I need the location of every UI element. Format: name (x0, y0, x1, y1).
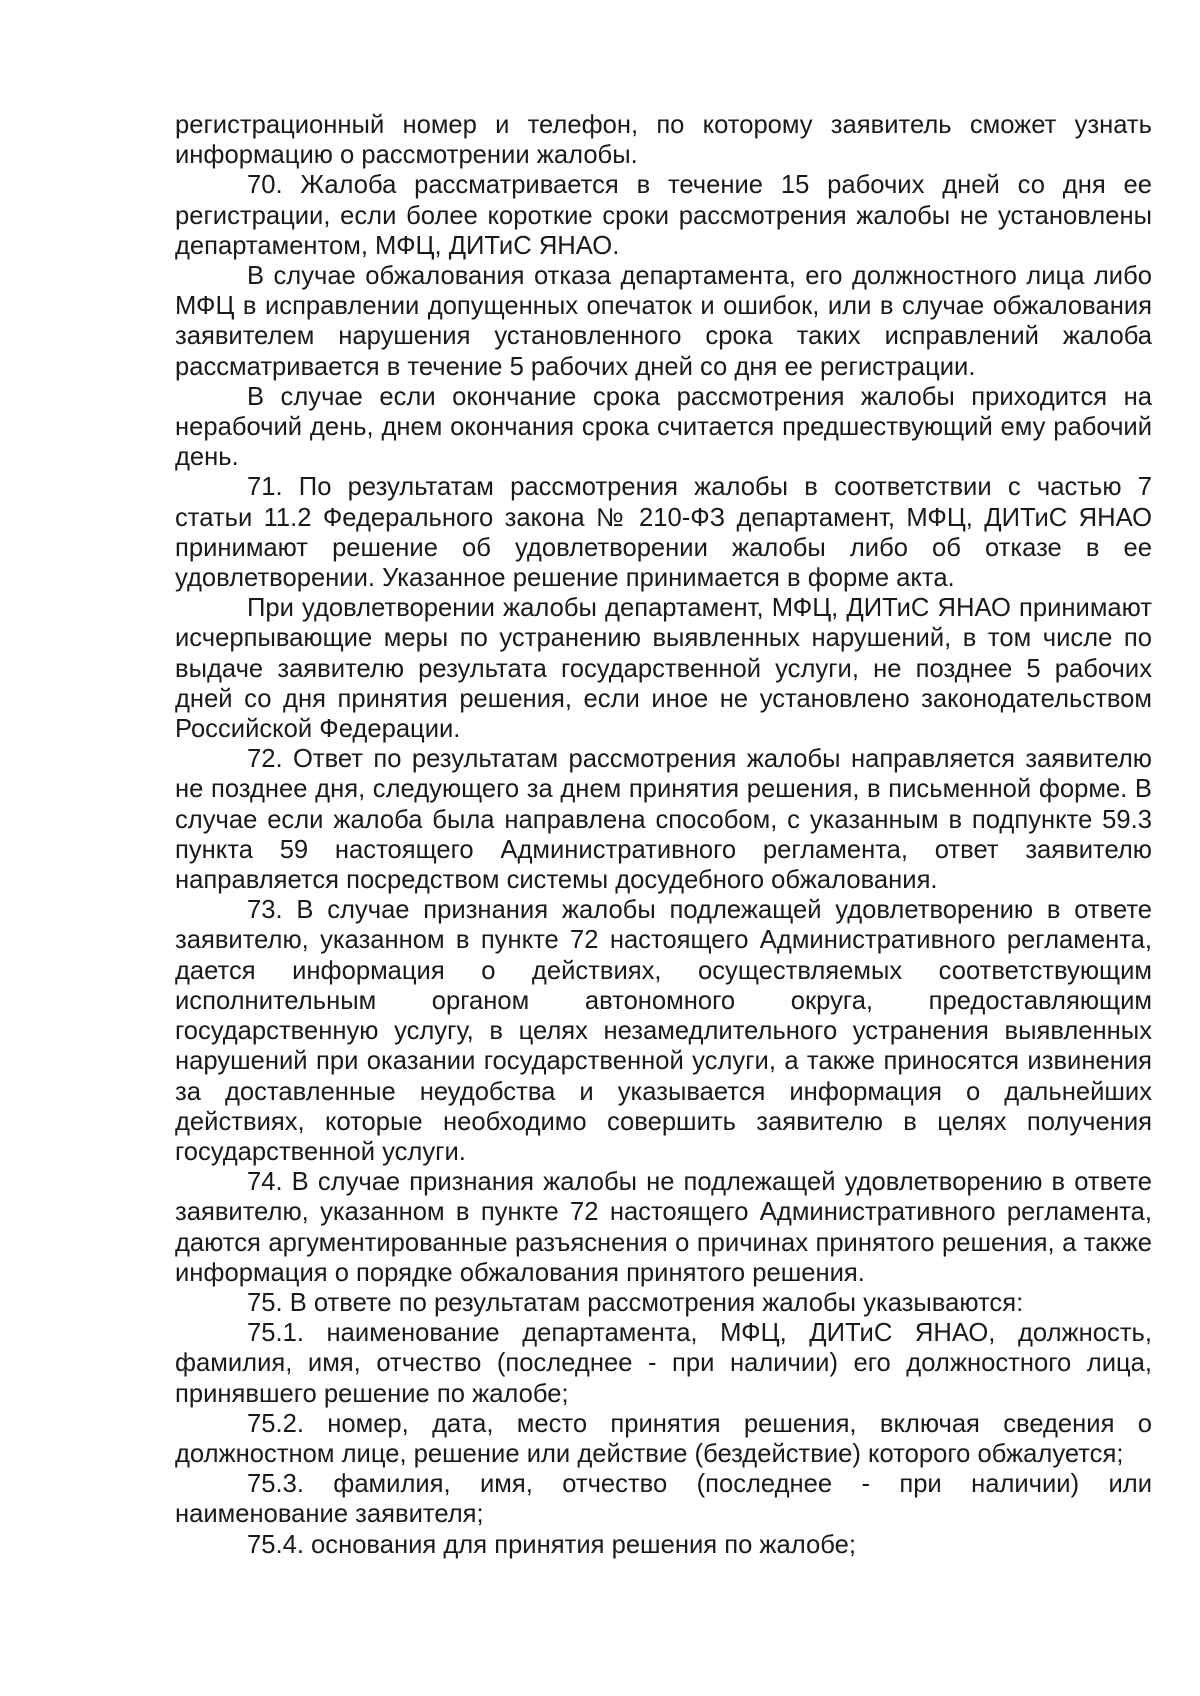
paragraph-75-4: 75.4. основания для принятия решения по жалобе; (247, 1530, 856, 1559)
paragraph-73: 73. В случае признания жалобы подлежащей удовлетворению в ответе заявителю, указанном в пункте 72 настоящего Административного регламента, дается информация о действиях, осуществляемых соответствующим исполнительным органом автономного округа, предоставляющим государственную услугу, в целях незамедлительного устранения выявленных нарушений при оказании государственной услуги, а также приносятся извинения за доставленные неудобства и указывается информация о дальнейших действиях, которые необходимо совершить заявителю в целях получения государственной услуги. (175, 896, 1152, 1166)
paragraph-continuation: регистрационный номер и телефон, по которому заявитель сможет узнать информацию о рассмотрении жалобы. (175, 111, 1152, 170)
paragraph-70: 70. Жалоба рассматривается в течение 15 рабочих дней со дня ее регистрации, если более короткие сроки рассмотрения жалобы не установлены департаментом, МФЦ, ДИТиС ЯНАО. (175, 171, 1152, 260)
paragraph-72: 72. Ответ по результатам рассмотрения жалобы направляется заявителю не позднее дня, следующего за днем принятия решения, в письменной форме. В случае если жалоба была направлена способом, с указанным в подпункте 59.3 пункта 59 настоящего Административного регламента, ответ заявителю направляется посредством системы досудебного обжалования. (175, 745, 1152, 895)
paragraph-70-appeal-refusal: В случае обжалования отказа департамента, его должностного лица либо МФЦ в исправлении допущенных опечаток и ошибок, или в случае обжалования заявителем нарушения установленного срока таких исправлений жалоба рассматривается в течение 5 рабочих дней со дня ее регистрации. (175, 262, 1152, 381)
paragraph-75-2: 75.2. номер, дата, место принятия решения, включая сведения о должностном лице, решение или действие (бездействие) которого обжалуется; (175, 1409, 1152, 1468)
paragraph-70-nonworking-day: В случае если окончание срока рассмотрения жалобы приходится на нерабочий день, днем окончания срока считается предшествующий ему рабочий день. (175, 382, 1152, 472)
paragraph-75: 75. В ответе по результатам рассмотрения жалобы указываются: (247, 1288, 1024, 1317)
paragraph-71: 71. По результатам рассмотрения жалобы в соответствии с частью 7 статьи 11.2 Федерального закона № 210-ФЗ департамент, МФЦ, ДИТиС ЯНАО принимают решение об удовлетворении жалобы либо об отказе в ее удовлетворении. Указанное решение принимается в форме акта. (175, 473, 1152, 593)
paragraph-74: 74. В случае признания жалобы не подлежащей удовлетворению в ответе заявителю, указанном в пункте 72 настоящего Административного регламента, даются аргументированные разъяснения о причинах принятого решения, а также информация о порядке обжалования принятого решения. (175, 1168, 1152, 1287)
document-page (175, 110, 1152, 1560)
paragraph-75-3: 75.3. фамилия, имя, отчество (последнее - при наличии) или наименование заявителя; (175, 1470, 1152, 1529)
paragraph-71-satisfaction: При удовлетворении жалобы департамент, МФЦ, ДИТиС ЯНАО принимают исчерпывающие меры по устранению выявленных нарушений, в том числе по выдаче заявителю результата государственной услуги, не позднее 5 рабочих дней со дня принятия решения, если иное не установлено законодательством Российской Федерации. (175, 594, 1152, 744)
paragraph-75-1: 75.1. наименование департамента, МФЦ, ДИТиС ЯНАО, должность, фамилия, имя, отчество (последнее - при наличии) его должностного лица, принявшего решение по жалобе; (175, 1319, 1152, 1408)
